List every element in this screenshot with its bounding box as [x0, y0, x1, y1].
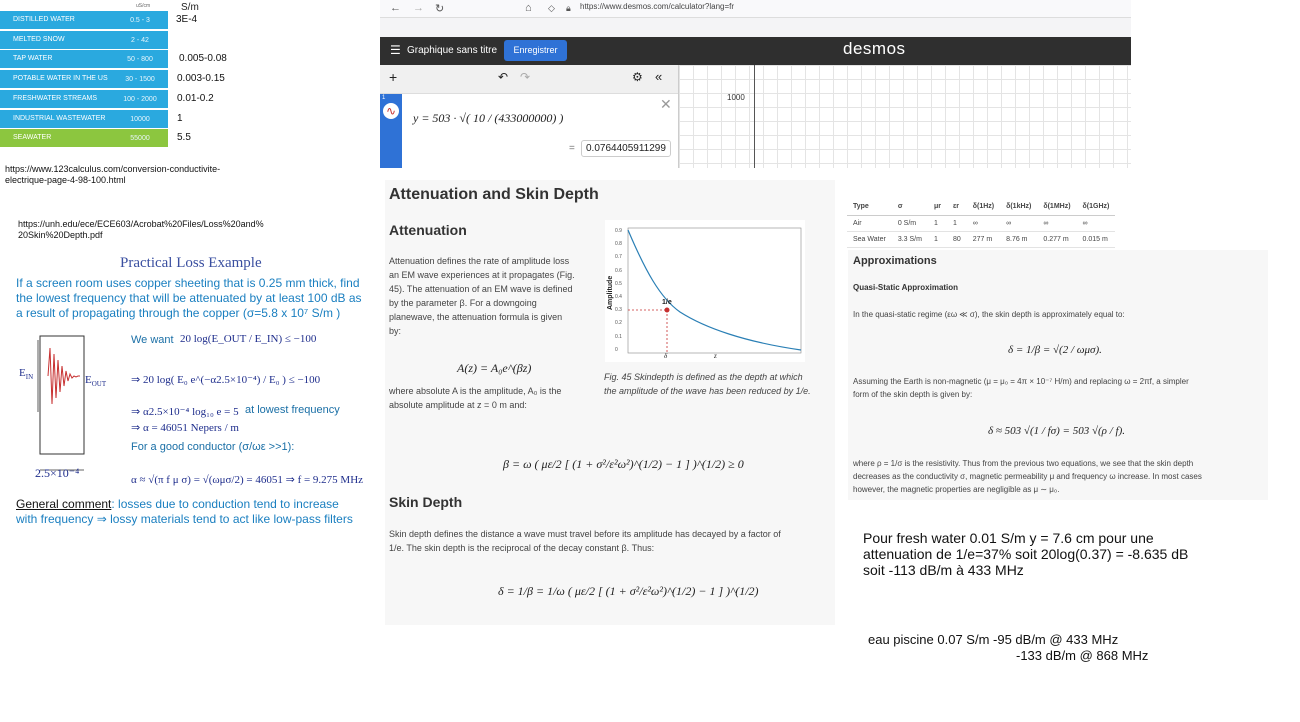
quasi-static-formula: δ = 1/β = √(2 / ωμσ). — [1008, 344, 1102, 356]
skin-table-row — [847, 216, 1115, 232]
skin-table-cell: 1 — [928, 216, 947, 232]
atten-line-3: 45). The attenuation of an EM wave is defined — [389, 284, 573, 294]
skin-table-col-header: δ(1GHz) — [1077, 198, 1116, 216]
source-url-2[interactable] — [18, 219, 264, 241]
add-icon[interactable]: + — [389, 69, 398, 85]
approximations-section — [848, 250, 1268, 500]
fig-y-tick: 0 — [615, 346, 618, 353]
conductivity-name: FRESHWATER STREAMS — [13, 94, 98, 102]
skin-table-cell: ∞ — [1000, 216, 1037, 232]
skin-table-col-header: Type — [847, 198, 892, 216]
undo-icon[interactable]: ↶ — [498, 70, 509, 84]
eout-label-main: E — [85, 374, 92, 386]
unit-small: uS/cm — [136, 3, 151, 9]
fig-y-tick: 0.6 — [615, 267, 622, 274]
skin-line-2: 1/e. The skin depth is the reciprocal of the decay constant β. Thus: — [389, 543, 655, 553]
conductivity-name: DISTILLED WATER — [13, 16, 75, 23]
lock-icon: 🔒︎ — [566, 3, 571, 13]
attenuation-main-heading: Attenuation and Skin Depth — [389, 186, 599, 203]
good-conductor-label: For a good conductor (σ/ωε >>1): — [131, 441, 295, 453]
reload-icon[interactable]: ↻ — [435, 3, 445, 15]
conductivity-range: 55000 — [130, 135, 150, 143]
pool-water-note — [868, 632, 1148, 664]
fig-x-z: z — [714, 352, 717, 360]
attenuation-paragraph — [389, 254, 575, 338]
beta-formula: β = ω ( με/2 [ (1 + σ²/ε²ω²)^(1/2) − 1 ] )^(1/2) ≥ 0 — [503, 457, 744, 471]
skin-table-cell: ∞ — [967, 216, 1000, 232]
attenuation-diagram — [14, 328, 126, 478]
conductivity-range: 50 - 800 — [127, 56, 153, 64]
conductivity-name: MELTED SNOW — [13, 35, 65, 43]
problem-statement — [16, 276, 362, 321]
skin-table-cell: Sea Water — [847, 232, 892, 248]
nonmag-line-2: form of the skin depth is given by: — [853, 390, 973, 399]
conductivity-row — [0, 31, 168, 49]
eq-1: 20 log(E_OUT / E_IN) ≤ −100 — [180, 333, 317, 345]
skin-table-col-header: μr — [928, 198, 947, 216]
skin-table — [847, 198, 1115, 248]
conductivity-name: POTABLE WATER IN THE US — [13, 75, 108, 83]
skin-depth-heading: Skin Depth — [389, 494, 463, 510]
browser-window — [380, 0, 1131, 168]
axis-label-1000: 1000 — [727, 93, 745, 102]
conductivity-row — [0, 11, 168, 29]
fig-y-tick: 0.2 — [615, 320, 622, 327]
problem-line-3: a result of propagating through the copper (σ=5.8 x 10⁷ S/m ) — [16, 306, 341, 320]
skin-table-cell: 80 — [947, 232, 967, 248]
skin-table-col-header: δ(1Hz) — [967, 198, 1000, 216]
browser-toolbar — [380, 0, 1131, 18]
skin-table-cell: Air — [847, 216, 892, 232]
amplitude-paragraph — [389, 384, 561, 412]
general-comment-line1: : losses due to conduction tend to increase — [111, 497, 339, 511]
conductivity-value: 0.01-0.2 — [177, 92, 214, 104]
resistivity-line-2: decreases as the conductivity σ, magnetic permeability μ and frequency ω increase. In most cases — [853, 472, 1202, 481]
skin-table-body — [847, 216, 1115, 248]
menu-icon[interactable]: ☰ — [390, 43, 401, 57]
expression-index: 1 — [382, 95, 386, 101]
atten-line-5: planewave, the attenuation formula is given — [389, 312, 563, 322]
fig-y-tick: 0.7 — [615, 254, 622, 261]
source-url-1-line1: https://www.123calculus.com/conversion-conductivite- — [5, 164, 221, 174]
attenuation-heading: Attenuation — [389, 222, 467, 238]
skin-table-cell: 0.015 m — [1077, 232, 1116, 248]
atten-line-6: by: — [389, 326, 402, 336]
fig-y-tick: 0.1 — [615, 333, 622, 340]
unit-header: S/m — [181, 2, 199, 13]
eq-4: ⇒ α = 46051 Nepers / m — [131, 422, 239, 434]
fig-y-tick: 0.5 — [615, 280, 622, 287]
fresh-line-1: Pour fresh water 0.01 S/m y = 7.6 cm pour une — [863, 530, 1154, 546]
back-icon[interactable]: ← — [390, 2, 401, 14]
general-comment-line2: with frequency ⇒ lossy materials tend to act like low-pass filters — [16, 512, 353, 526]
eq-2: ⇒ 20 log( E₀ e^(−α2.5×10⁻⁴) / E₀ ) ≤ −100 — [131, 374, 321, 386]
conductivity-row — [0, 50, 168, 68]
conductivity-name: SEAWATER — [13, 134, 52, 142]
desmos-logo: desmos — [843, 39, 906, 58]
y-axis — [754, 65, 755, 168]
collapse-icon[interactable]: « — [655, 69, 663, 84]
quasi-static-paragraph: In the quasi-static regime (εω ≪ σ), the skin depth is approximately equal to: — [853, 310, 1125, 319]
ein-label-main: E — [19, 367, 26, 379]
source-url-1[interactable] — [5, 164, 220, 186]
skin-table-col-header: σ — [892, 198, 928, 216]
skin-table-cell: 1 — [947, 216, 967, 232]
redo-icon[interactable]: ↷ — [520, 70, 531, 84]
problem-line-2: the lowest frequency that will be attenuated by at least 100 dB as — [16, 291, 362, 305]
practical-loss-title: Practical Loss Example — [120, 255, 262, 271]
delete-expression-icon[interactable]: ✕ — [660, 96, 672, 112]
expression-result: 0.0764405911299 — [581, 140, 671, 157]
pool-line-2: -133 dB/m @ 868 MHz — [1016, 648, 1149, 663]
atten-line-4: by the parameter β. For a downgoing — [389, 298, 537, 308]
eout-label — [85, 374, 106, 388]
skin-depth-figure — [605, 220, 805, 362]
eq-3-note: at lowest frequency — [245, 404, 340, 416]
conductivity-range: 0.5 - 3 — [130, 17, 150, 24]
fig-y-tick: 0.8 — [615, 241, 622, 248]
url-bar[interactable]: https://www.desmos.com/calculator?lang=fr — [580, 2, 735, 11]
settings-icon[interactable]: ⚙ — [632, 70, 643, 84]
approximations-heading: Approximations — [853, 255, 937, 267]
figure-caption — [604, 370, 811, 398]
problem-line-1: If a screen room uses copper sheeting that is 0.25 mm thick, find — [16, 276, 360, 290]
caption-line-1: Fig. 45 Skindepth is defined as the depth at which — [604, 372, 803, 382]
we-want-label: We want — [131, 334, 174, 346]
graph-area[interactable] — [679, 65, 1131, 168]
skin-table-col-header: εr — [947, 198, 967, 216]
skin-table-col-header: δ(1kHz) — [1000, 198, 1037, 216]
fig-point-label: 1/e — [662, 299, 672, 306]
fresh-line-2: attenuation de 1/e=37% soit 20log(0.37) = -8.635 dB — [863, 546, 1189, 562]
ein-label — [19, 367, 33, 381]
conductivity-row — [0, 129, 168, 147]
forward-icon[interactable]: → — [413, 2, 424, 14]
pool-line-1: eau piscine 0.07 S/m -95 dB/m @ 433 MHz — [868, 632, 1119, 647]
skin-table-col-header: δ(1MHz) — [1037, 198, 1076, 216]
skin-table-cell: 3.3 S/m — [892, 232, 928, 248]
amp-line-2: absolute amplitude at z = 0 m and: — [389, 400, 527, 410]
graph-title[interactable]: Graphique sans titre — [407, 45, 498, 56]
eq-3: ⇒ α2.5×10⁻⁴ log₁₀ e = 5 — [131, 406, 239, 418]
conductivity-value: 0.005-0.08 — [179, 53, 227, 65]
curve-icon[interactable]: ∿ — [383, 103, 399, 119]
shield-icon[interactable]: ◇ — [548, 3, 555, 13]
conductivity-row — [0, 110, 168, 128]
skin-depth-paragraph — [389, 527, 781, 555]
fresh-water-note — [863, 530, 1188, 578]
eq-5: α ≈ √(π f μ σ) = √(ωμσ/2) = 46051 ⇒ f = 9.275 MHz — [131, 474, 364, 486]
attenuation-section — [385, 180, 835, 625]
skin-depth-table — [835, 188, 1265, 253]
conductivity-range: 30 - 1500 — [125, 76, 155, 84]
conductivity-value: 0.003-0.15 — [177, 73, 225, 85]
conductivity-range: 100 - 2000 — [123, 95, 157, 103]
conductivity-row — [0, 90, 168, 108]
fig-x-delta: δ — [664, 352, 668, 360]
expression-index-tab[interactable] — [380, 94, 402, 168]
non-magnetic-paragraph — [853, 375, 1189, 401]
save-button[interactable]: Enregistrer — [504, 40, 567, 61]
skin-table-cell: 1 — [928, 232, 947, 248]
nonmag-line-1: Assuming the Earth is non-magnetic (μ = μ₀ = 4π × 10⁻⁷ H/m) and replacing ω = 2πf, a simpler — [853, 377, 1189, 386]
atten-line-2: an EM wave experiences at it propagates (Fig. — [389, 270, 575, 280]
fig-y-tick: 0.3 — [615, 307, 622, 314]
delta-formula: δ = 1/β = 1/ω ( με/2 [ (1 + σ²/ε²ω²)^(1/2) − 1 ] )^(1/2) — [498, 584, 759, 598]
conductivity-row — [0, 70, 168, 88]
source-url-2-line2: 20Skin%20Depth.pdf — [18, 230, 103, 240]
expression-panel — [380, 65, 679, 168]
simplified-formula: δ ≈ 503 √(1 / fσ) = 503 √(ρ / f). — [988, 425, 1125, 437]
skin-line-1: Skin depth defines the distance a wave must travel before its amplitude has decayed by a factor of — [389, 529, 781, 539]
skin-table-cell: ∞ — [1037, 216, 1076, 232]
fig-y-tick: 0.4 — [615, 294, 622, 300]
skin-table-cell: 0 S/m — [892, 216, 928, 232]
atten-line-1: Attenuation defines the rate of amplitude loss — [389, 256, 570, 266]
resistivity-line-1: where ρ = 1/σ is the resistivity. Thus from the previous two equations, we see that the skin depth — [853, 459, 1194, 468]
fresh-line-3: soit -113 dB/m à 433 MHz — [863, 562, 1024, 578]
quasi-static-heading: Quasi-Static Approximation — [853, 283, 959, 292]
skin-table-header — [847, 198, 1115, 216]
skin-table-cell: 8.76 m — [1000, 232, 1037, 248]
general-comment — [16, 497, 353, 527]
resistivity-paragraph — [853, 457, 1202, 496]
conductivity-range: 10000 — [130, 115, 150, 123]
expression-toolbar — [380, 65, 678, 94]
fig-y-tick: 0.9 — [615, 228, 622, 234]
desmos-header — [380, 37, 1131, 65]
conductivity-value: 5.5 — [177, 132, 191, 144]
conductivity-name: TAP WATER — [13, 55, 53, 63]
conductivity-range: 2 - 42 — [131, 36, 149, 44]
skin-table-row — [847, 232, 1115, 248]
amp-line-1: where absolute A is the amplitude, A₀ is the — [389, 386, 562, 396]
general-comment-label: General comment — [16, 497, 112, 511]
thickness-label: 2.5×10⁻⁴ — [35, 466, 80, 480]
home-icon[interactable]: ⌂ — [525, 2, 532, 14]
skin-table-cell: ∞ — [1077, 216, 1116, 232]
expression-input[interactable]: y = 503 · √( 10 / (433000000) ) — [413, 111, 564, 125]
caption-line-2: the amplitude of the wave has been reduced by 1/e. — [604, 386, 811, 396]
ein-label-sub: IN — [25, 373, 34, 382]
skin-table-cell: 0.277 m — [1037, 232, 1076, 248]
result-equals: = — [569, 143, 575, 154]
fig-y-label: Amplitude — [607, 275, 614, 310]
source-url-2-line1: https://unh.edu/ece/ECE603/Acrobat%20Files/Loss%20and% — [18, 219, 264, 229]
conductivity-name: INDUSTRIAL WASTEWATER — [13, 114, 106, 122]
conductivity-value: 1 — [177, 112, 183, 124]
source-url-1-line2: electrique-page-4-98-100.html — [5, 175, 126, 185]
attenuation-formula: A(z) = A₀e^(βz) — [457, 361, 532, 375]
skin-table-cell: 277 m — [967, 232, 1000, 248]
eout-label-sub: OUT — [91, 380, 107, 389]
conductivity-value: 3E-4 — [176, 14, 198, 25]
resistivity-line-3: however, the magnetic properties are negligible as μ ∼ μ₀. — [853, 485, 1060, 494]
